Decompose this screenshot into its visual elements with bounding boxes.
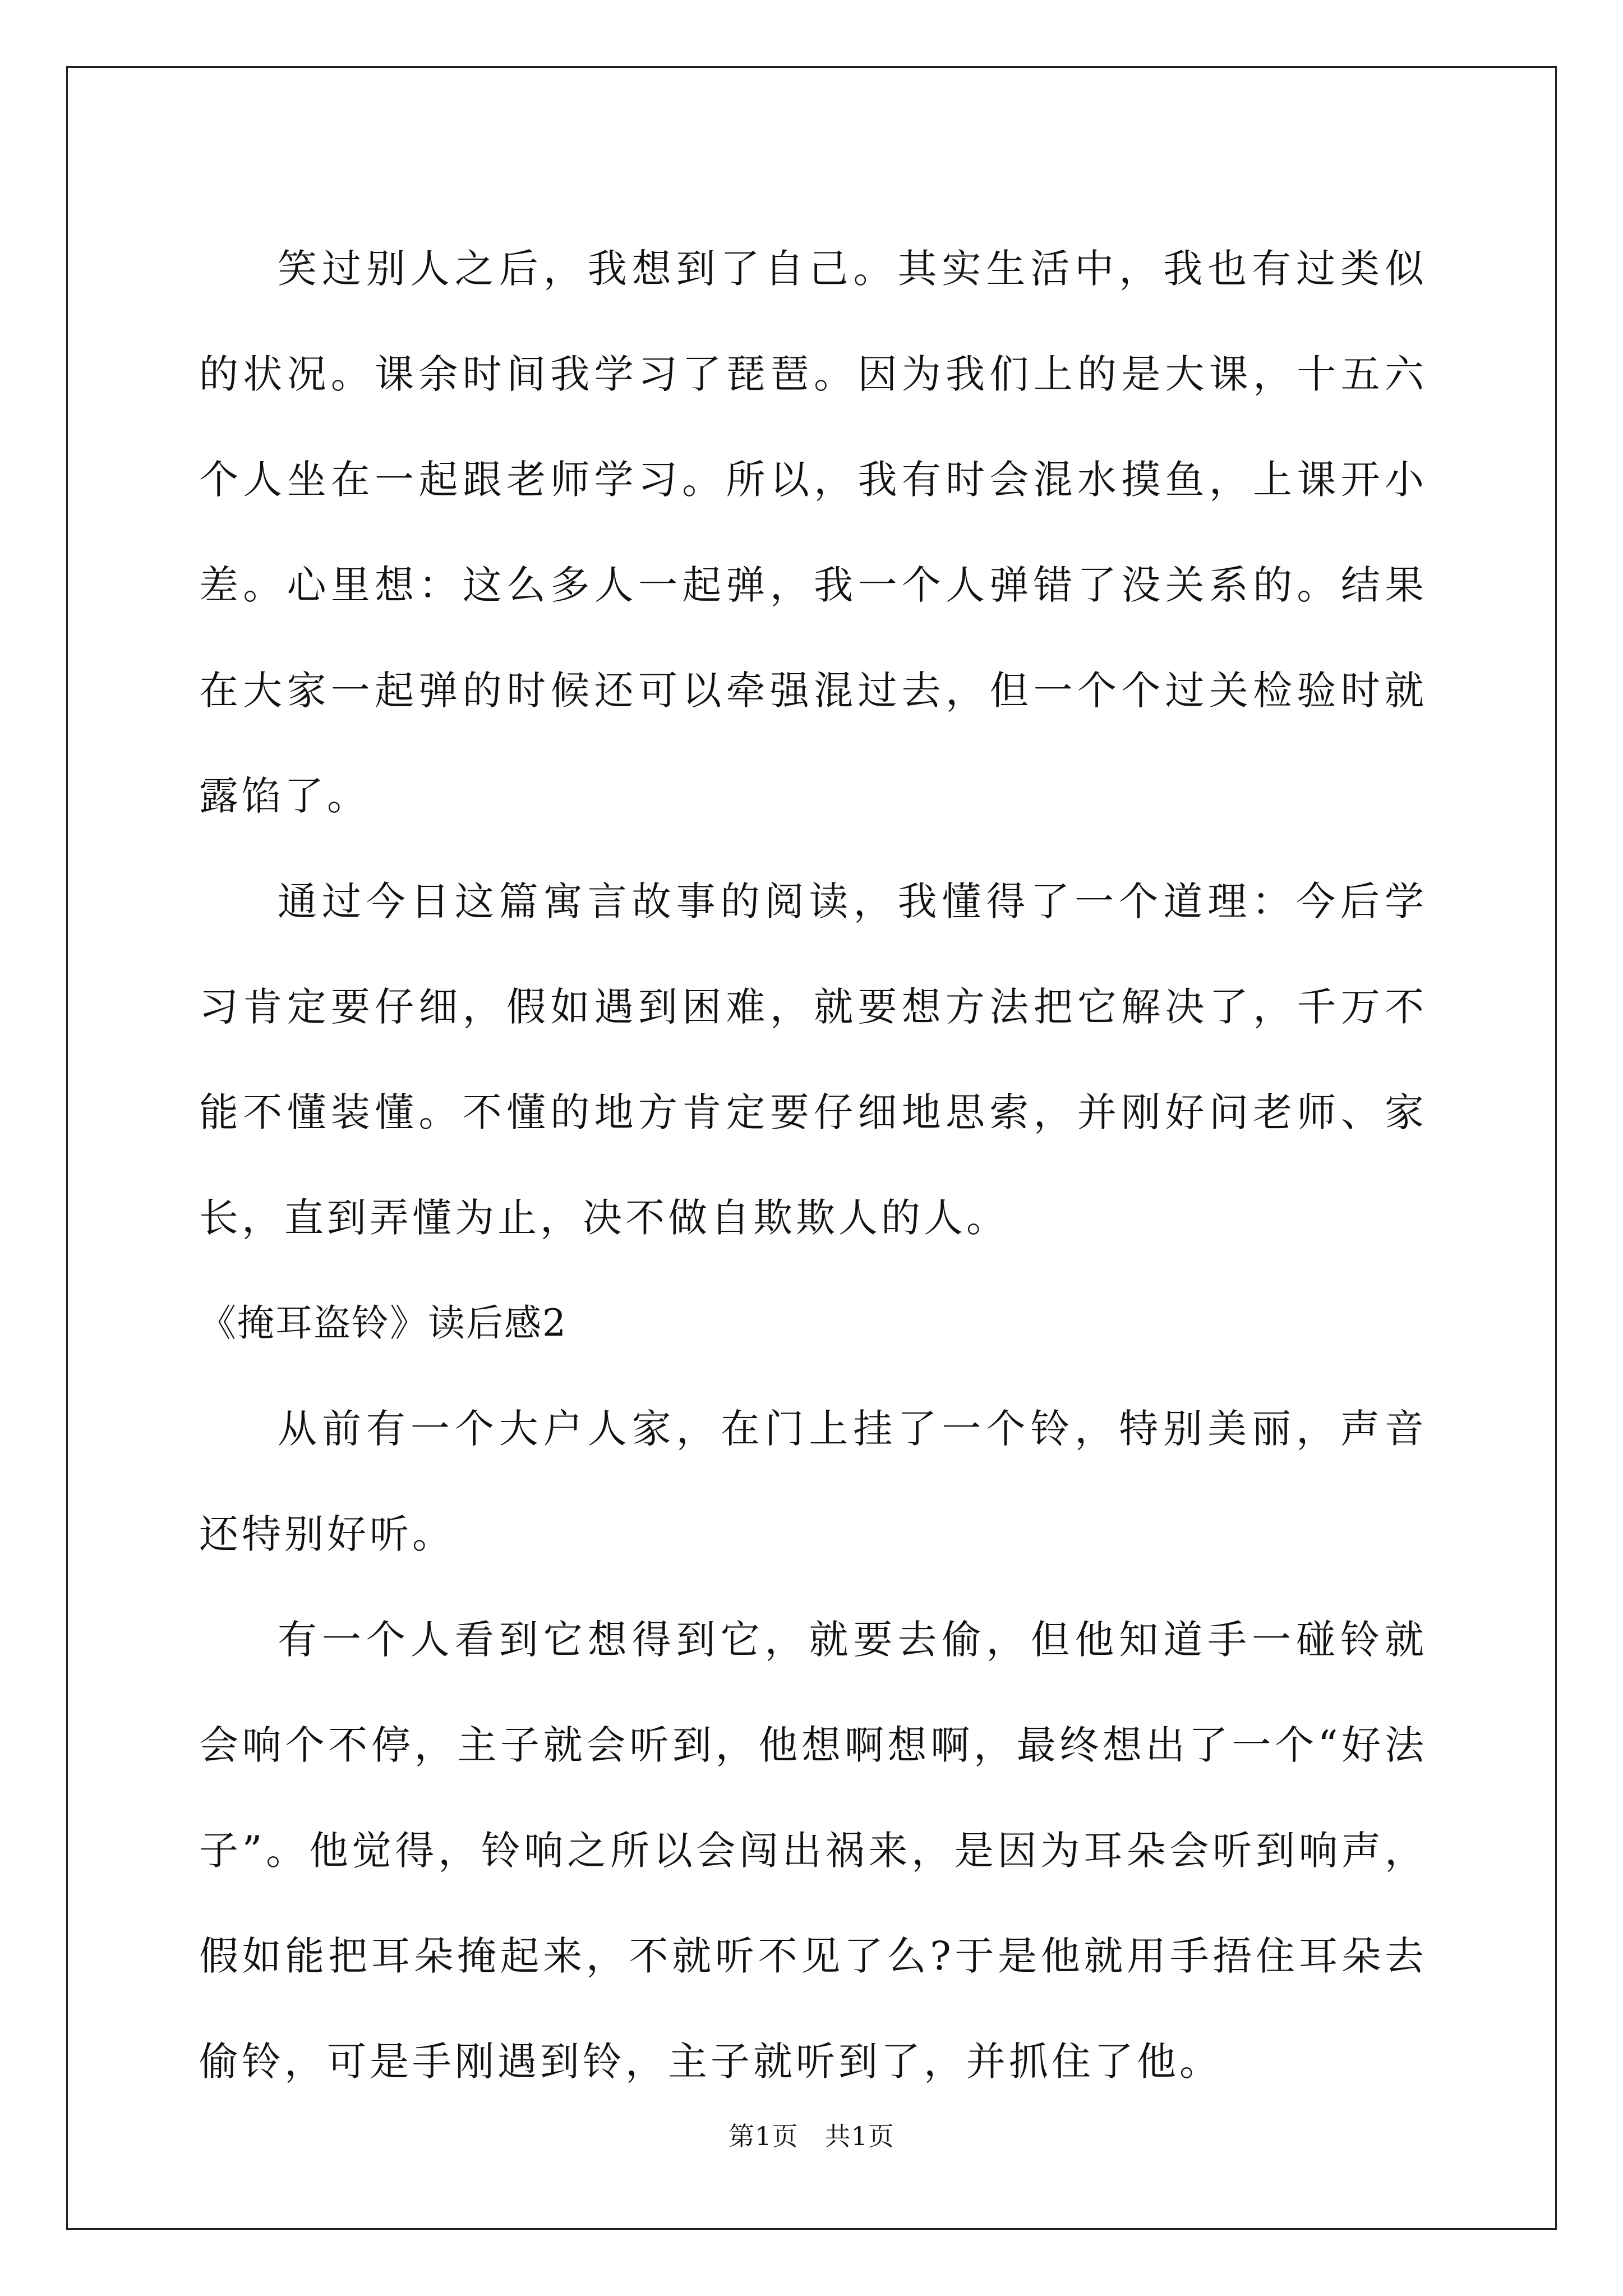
paragraph-story-body: 有一个人看到它想得到它，就要去偷，但他知道手一碰铃就会响个不停，主子就会听到，他想啊想啊，最终想出了一个“好法子”。他觉得，铃响之所以会闯出祸来，是因为耳朵会听到响声，假如能把耳朵掩起来，不就听不见了么?于是他就用手捂住耳朵去偷铃，可是手刚遇到铃，主子就听到了，并抓住了他。 (199, 1617, 1427, 2085)
page-number: 第1页 (728, 2121, 799, 2151)
paragraph-story-intro: 从前有一个大户人家，在门上挂了一个铃，特别美丽，声音还特别好听。 (199, 1406, 1427, 1557)
page-footer (0, 2119, 1623, 2153)
page-total: 共1页 (824, 2121, 895, 2151)
paragraph-lesson: 通过今日这篇寓言故事的阅读，我懂得了一个道理：今后学习肯定要仔细，假如遇到困难，就要想方法把它解决了，千万不能不懂装懂。不懂的地方肯定要仔细地思索，并刚好问老师、家长，直到弄懂为止，决不做自欺欺人的人。 (199, 878, 1427, 1241)
document-body (199, 216, 1427, 2114)
paragraph-reflection: 笑过别人之后，我想到了自己。其实生活中，我也有过类似的状况。课余时间我学习了琵琶。因为我们上的是大课，十五六个人坐在一起跟老师学习。所以，我有时会混水摸鱼，上课开小差。心里想：这么多人一起弹，我一个人弹错了没关系的。结果在大家一起弹的时候还可以牵强混过去，但一个个过关检验时就露馅了。 (199, 246, 1427, 819)
section-heading: 《掩耳盗铃》读后感2 (199, 1301, 567, 1345)
